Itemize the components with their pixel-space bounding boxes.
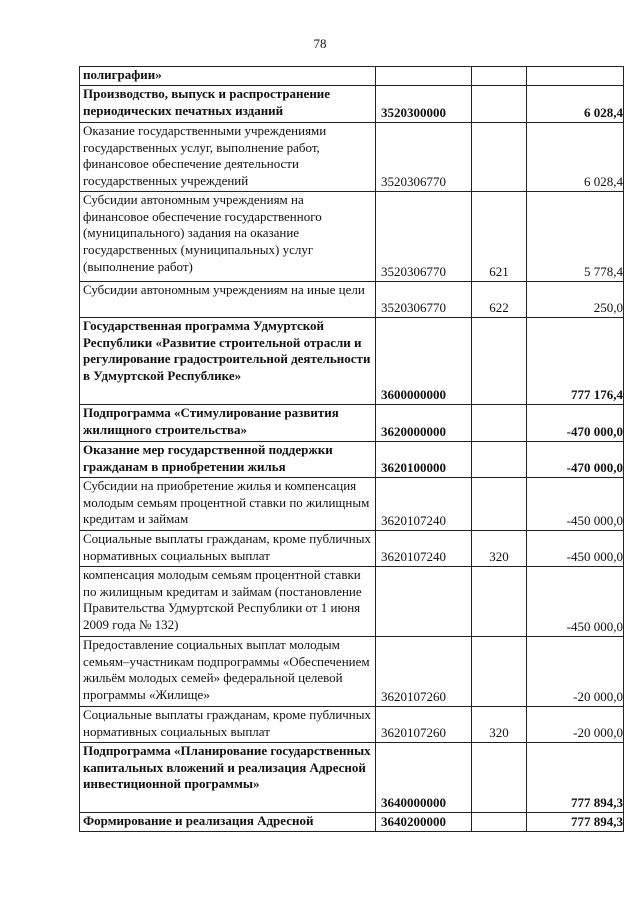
row-name: полиграфии» xyxy=(80,67,376,86)
row-expense-type: 622 xyxy=(472,282,527,318)
row-code: 3520306770 xyxy=(376,282,472,318)
row-expense-type: 320 xyxy=(472,707,527,743)
row-expense-type xyxy=(472,813,527,832)
row-name: Социальные выплаты гражданам, кроме публичных нормативных социальных выплат xyxy=(80,531,376,567)
row-expense-type xyxy=(472,442,527,478)
row-sum: 6 028,4 xyxy=(527,123,624,192)
row-name: Подпрограмма «Стимулирование развития жилищного строительства» xyxy=(80,405,376,442)
row-sum: -450 000,0 xyxy=(527,478,624,531)
row-name: Производство, выпуск и распространение периодических печатных изданий xyxy=(80,86,376,123)
row-code: 3620100000 xyxy=(376,442,472,478)
row-name: Субсидии автономным учреждениям на финансовое обеспечение государственного (муниципального) задания на оказание государственных (муниципальных) услуг (выполнение работ) xyxy=(80,192,376,282)
row-code: 3620107240 xyxy=(376,531,472,567)
row-name: Подпрограмма «Планирование государственных капитальных вложений и реализация Адресной инвестиционной программы» xyxy=(80,743,376,813)
table-row xyxy=(80,86,624,123)
row-code: 3600000000 xyxy=(376,318,472,405)
row-code: 3620107240 xyxy=(376,478,472,531)
row-sum: -470 000,0 xyxy=(527,405,624,442)
table-row xyxy=(80,192,624,282)
table-row xyxy=(80,813,624,832)
row-expense-type xyxy=(472,405,527,442)
row-sum: 777 894,3 xyxy=(527,813,624,832)
row-sum: 6 028,4 xyxy=(527,86,624,123)
row-sum: -20 000,0 xyxy=(527,637,624,707)
table-row xyxy=(80,707,624,743)
row-name: Субсидии на приобретение жилья и компенсация молодым семьям процентной ставки по жилищным кредитам и займам xyxy=(80,478,376,531)
row-code: 3620107260 xyxy=(376,637,472,707)
budget-table xyxy=(79,66,624,832)
row-code: 3620000000 xyxy=(376,405,472,442)
table-row xyxy=(80,478,624,531)
row-expense-type xyxy=(472,743,527,813)
row-name: Государственная программа Удмуртской Республики «Развитие строительной отрасли и регулирование градостроительной деятельности в Удмуртской Республике» xyxy=(80,318,376,405)
row-sum: 250,0 xyxy=(527,282,624,318)
table-row xyxy=(80,743,624,813)
row-sum: 777 894,3 xyxy=(527,743,624,813)
row-code: 3640000000 xyxy=(376,743,472,813)
row-name: Социальные выплаты гражданам, кроме публичных нормативных социальных выплат xyxy=(80,707,376,743)
table-row xyxy=(80,637,624,707)
row-code xyxy=(376,67,472,86)
row-name: Оказание государственными учреждениями государственных услуг, выполнение работ, финансовое обеспечение деятельности государственных учреждений xyxy=(80,123,376,192)
row-sum: 777 176,4 xyxy=(527,318,624,405)
row-code: 3640200000 xyxy=(376,813,472,832)
row-expense-type xyxy=(472,637,527,707)
table-row xyxy=(80,67,624,86)
page-number: 78 xyxy=(313,36,327,51)
row-expense-type xyxy=(472,478,527,531)
table-row xyxy=(80,282,624,318)
row-name: Оказание мер государственной поддержки гражданам в приобретении жилья xyxy=(80,442,376,478)
row-sum: -470 000,0 xyxy=(527,442,624,478)
table-row xyxy=(80,123,624,192)
row-expense-type: 621 xyxy=(472,192,527,282)
row-expense-type xyxy=(472,123,527,192)
row-expense-type xyxy=(472,567,527,637)
row-code xyxy=(376,567,472,637)
row-name: Субсидии автономным учреждениям на иные цели xyxy=(80,282,376,318)
table-row xyxy=(80,567,624,637)
row-code: 3520300000 xyxy=(376,86,472,123)
row-sum xyxy=(527,67,624,86)
row-sum: 5 778,4 xyxy=(527,192,624,282)
row-code: 3620107260 xyxy=(376,707,472,743)
table-row xyxy=(80,531,624,567)
row-name: компенсация молодым семьям процентной ставки по жилищным кредитам и займам (постановление Правительства Удмуртской Республики от 1 июня 2009 года № 132) xyxy=(80,567,376,637)
table-row xyxy=(80,442,624,478)
row-code: 3520306770 xyxy=(376,192,472,282)
row-sum: -450 000,0 xyxy=(527,567,624,637)
row-expense-type xyxy=(472,67,527,86)
row-expense-type: 320 xyxy=(472,531,527,567)
row-name: Предоставление социальных выплат молодым семьям–участникам подпрограммы «Обеспечением жильём молодых семей» федеральной целевой программы «Жилище» xyxy=(80,637,376,707)
row-code: 3520306770 xyxy=(376,123,472,192)
row-expense-type xyxy=(472,86,527,123)
table-row xyxy=(80,405,624,442)
row-sum: -20 000,0 xyxy=(527,707,624,743)
row-name: Формирование и реализация Адресной xyxy=(80,813,376,832)
table-row xyxy=(80,318,624,405)
row-expense-type xyxy=(472,318,527,405)
row-sum: -450 000,0 xyxy=(527,531,624,567)
